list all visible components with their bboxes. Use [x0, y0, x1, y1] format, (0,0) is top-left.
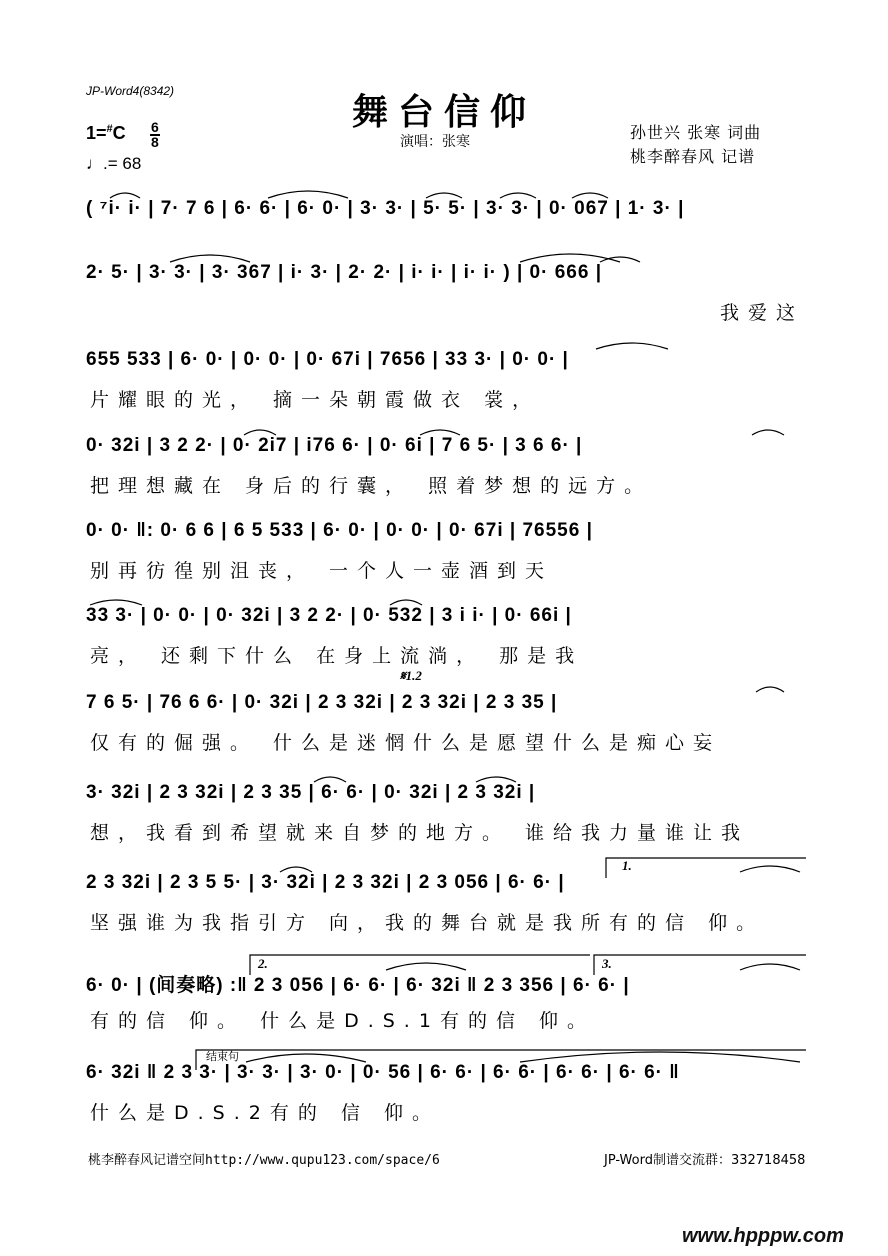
transcriber-credit: 桃李醉春风 记谱 [630, 147, 756, 166]
lyrics-row: 想，我看到希望就来自梦的地方。 谁给我力量谁让我 [90, 822, 750, 844]
notation-row: 3· 32i | 2 3 32i | 2 3 35 | 6· 6· | 0· 32i | 2 3 32i | [86, 782, 536, 803]
notation-row: 33 3· | 0· 0· | 0· 32i | 3 2 2· | 0· 532 | 3 i i· | 0· 66i | [86, 605, 572, 626]
footer-group: JP-Word制谱交流群：332718458 [604, 1153, 806, 1168]
lyrics-row: 把理想藏在 身后的行囊， 照着梦想的远方。 [90, 475, 653, 497]
tempo-mark: ♩.= 68 [86, 154, 142, 173]
notation-row: 6· 32i ‖ 2 3 3· | 3· 3· | 3· 0· | 0· 56 | 6· 6· | 6· 6· | 6· 6· | 6· 6· ‖ [86, 1062, 680, 1083]
lyrics-row: 亮， 还剩下什么 在身上流淌， 那是我 [90, 645, 584, 667]
time-signature: 6 8 [151, 119, 159, 150]
song-title: 舞台信仰 [351, 91, 536, 133]
volta-2: 2. [258, 956, 268, 971]
lyrics-row: 有的信 仰。 什么是D.S.1有的信 仰。 [90, 1010, 595, 1032]
notation-row: 6· 0· | (间奏略) :‖ 2 3 056 | 6· 6· | 6· 32i ‖ 2 3 356 | 6· 6· | [86, 975, 630, 996]
volta-3: 3. [602, 956, 612, 971]
notation-row: 0· 32i | 3 2 2· | 0· 2i7 | i76 6· | 0· 6i | 7 6 5· | 3 6 6· | [86, 435, 583, 456]
key-signature: 1=#C [86, 123, 126, 143]
notation-row: 0· 0· ‖: 0· 6 6 | 6 5 533 | 6· 0· | 0· 0· | 0· 67i | 76556 | [86, 520, 593, 541]
ending-label: 结束句 [206, 1050, 239, 1063]
notation-row: 2· 5· | 3· 3· | 3· 367 | i· 3· | 2· 2· | i· i· | i· i· ) | 0· 666 | [86, 262, 603, 283]
composer-credit: 孙世兴 张寒 词曲 [630, 123, 762, 142]
notation-row: 655 533 | 6· 0· | 0· 0· | 0· 67i | 7656 | 33 3· | 0· 0· | [86, 349, 569, 370]
software-version: JP-Word4(8342) [86, 84, 175, 98]
lyrics-row: 什么是D.S.2有的 信 仰。 [90, 1102, 440, 1124]
lyrics-row: 坚强谁为我指引方 向，我的舞台就是我所有的信 仰。 [90, 912, 765, 934]
footer-source: 桃李醉春风记谱空间http://www.qupu123.com/space/6 [88, 1153, 440, 1168]
singer-credit: 演唱：张寒 [400, 134, 470, 150]
segno-mark: 𝄋1.2 [400, 668, 422, 683]
notation-row: 2 3 32i | 2 3 5 5· | 3· 32i | 2 3 32i | 2 3 056 | 6· 6· | [86, 872, 565, 893]
notation-row: ( ⁷i· i· | 7· 7 6 | 6· 6· | 6· 0· | 3· 3· | 5· 5· | 3· 3· | 0· 067 | 1· 3· | [86, 198, 685, 219]
volta-1: 1. [622, 858, 632, 873]
lyrics-row: 别再彷徨别沮丧， 一个人一壶酒到天 [90, 560, 554, 582]
watermark: www.hpppw.com [682, 1225, 844, 1247]
lyrics-row: 仅有的倔强。 什么是迷惘什么是愿望什么是痴心妄 [90, 732, 722, 754]
lyrics-row: 片耀眼的光， 摘一朵朝霞做衣 裳， [90, 389, 541, 411]
notation-row: 7 6 5· | 76 6 6· | 0· 32i | 2 3 32i | 2 3 32i | 2 3 35 | [86, 692, 558, 713]
lyrics-row: 我爱这 [720, 302, 805, 324]
